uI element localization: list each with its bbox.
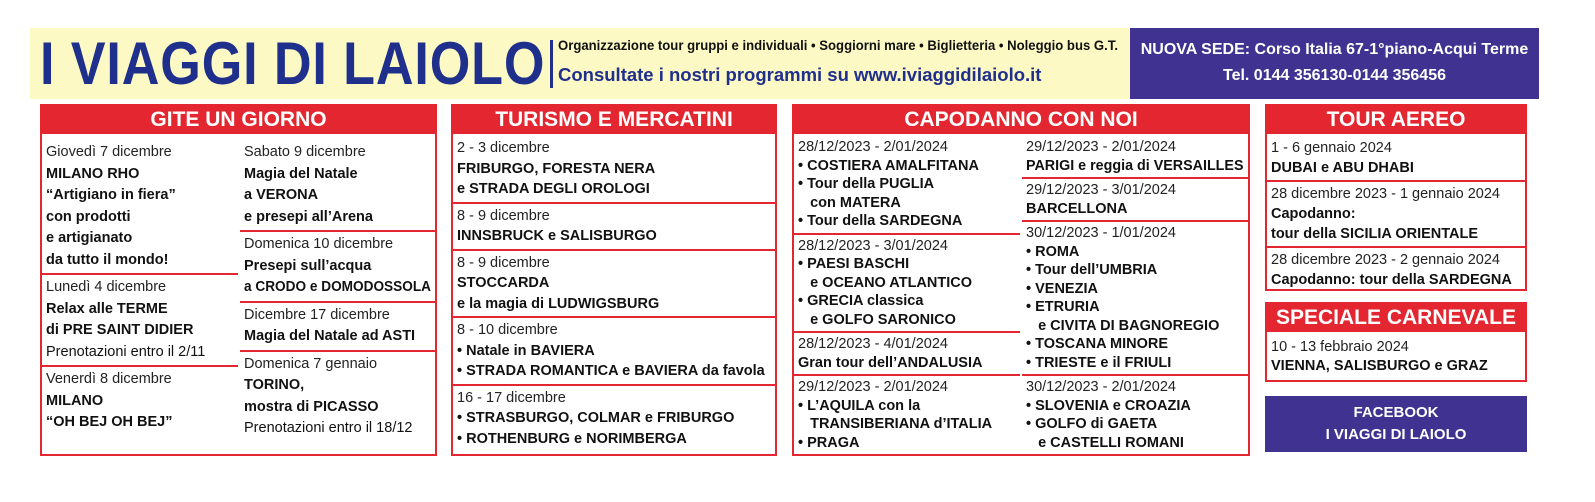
trip-destination: e CASTELLI ROMANI [1026,434,1184,451]
trip-destination: INNSBRUCK e SALISBURGO [457,228,657,244]
trip-destination: • ROMA [1026,243,1080,260]
turismo-box [451,104,777,456]
trip-entry [240,140,435,232]
trip-destination: Relax alle TERME [46,300,168,317]
trip-entry [1267,182,1525,248]
trip-destination: TRANSIBERIANA d’ITALIA [798,416,993,432]
trip-destination: e la magia di LUDWIGSBURG [457,295,660,312]
trip-destination: • STRADA ROMANTICA e BAVIERA da favola [457,363,765,379]
capodanno-left-col [794,136,1020,454]
trip-entry [794,333,1020,376]
trip-date: 29/12/2023 - 2/01/2024 [798,379,948,395]
trip-destination: • PRAGA [798,434,860,451]
trip-destination: BARCELLONA [1026,200,1128,217]
trip-entry [1022,136,1248,179]
trip-destination: Capodanno: [1271,206,1356,222]
sede-banner [1130,28,1539,99]
trip-entry [1267,248,1525,292]
trip-entry [1022,222,1248,376]
trip-destination: con prodotti [46,208,131,225]
trip-date: 30/12/2023 - 1/01/2024 [1026,225,1176,241]
divider [550,40,553,88]
trip-destination: • TOSCANA MINORE [1026,336,1169,352]
trip-destination: • GOLFO di GAETA [1026,416,1158,432]
trip-date: 28/12/2023 - 3/01/2024 [798,237,948,254]
trip-entry [794,136,1020,235]
facebook-link[interactable] [1265,396,1527,452]
trip-entry [240,232,435,303]
trip-date: Giovedì 7 dicembre [46,144,172,160]
trip-destination: e GOLFO SARONICO [798,311,956,328]
trip-date: 8 - 10 dicembre [457,322,558,338]
trip-destination: • GRECIA classica [798,293,924,309]
trip-destination: e CIVITA DI BAGNOREGIO [1026,317,1220,334]
capodanno-box [792,104,1250,456]
trip-destination: • SLOVENIA e CROAZIA [1026,397,1191,414]
trip-entry [42,140,238,275]
trip-destination: a VERONA [244,187,319,203]
trip-destination: a CRODO e DOMODOSSOLA [244,279,431,295]
trip-entry [240,352,435,442]
gite-right-col [240,140,435,442]
trip-destination: • Tour dell’UMBRIA [1026,262,1158,278]
trip-date: 29/12/2023 - 3/01/2024 [1026,182,1176,198]
trip-date: 10 - 13 febbraio 2024 [1271,339,1409,355]
trip-date: 8 - 9 dicembre [457,207,550,224]
trip-entry [1022,179,1248,222]
trip-entry [794,235,1020,334]
trip-destination: TORINO, [244,377,305,393]
trip-entry [453,136,775,204]
gite-box [40,104,437,456]
trip-destination: • Tour della PUGLIA [798,176,935,192]
trip-destination: e presepi all’Arena [244,208,373,225]
aereo-title: TOUR AEREO [1267,106,1525,134]
trip-date: Domenica 7 gennaio [244,355,378,372]
trip-date: 28 dicembre 2023 - 1 gennaio 2024 [1271,186,1500,202]
trip-entry [453,204,775,251]
trip-destination: • COSTIERA AMALFITANA [798,157,979,174]
facebook-page-name: I VIAGGI DI LAIOLO [1325,426,1467,443]
trip-destination: VIENNA, SALISBURGO e GRAZ [1271,358,1488,374]
turismo-title: TURISMO E MERCATINI NATALE [453,106,775,134]
trip-destination: • VENEZIA [1026,280,1098,297]
trip-entry [1267,336,1525,378]
trip-date: Sabato 9 dicembre [244,144,366,160]
trip-date: 28/12/2023 - 4/01/2024 [798,336,948,352]
carnevale-box [1265,302,1527,382]
trip-entry [794,376,1020,454]
header-banner [30,28,1130,99]
trip-destination: tour della SICILIA ORIENTALE [1271,226,1479,242]
trip-entry [1022,376,1248,454]
trip-entry [42,275,238,367]
trip-destination: • ROTHENBURG e NORIMBERGA [457,430,687,447]
trip-destination: DUBAI e ABU DHABI [1271,160,1414,176]
sede-phone: Tel. 0144 356130-0144 356456 [1222,67,1446,84]
sede-address: NUOVA SEDE: Corso Italia 67-1°piano-Acqui Terme [1140,41,1529,58]
trip-destination: MILANO [46,392,104,409]
tagline: Organizzazione tour gruppi e individuali • Soggiorni mare • Biglietteria • Noleggio bus G.T. [558,38,1118,53]
trip-destination: mostra di PICASSO [244,398,379,415]
trip-date: 29/12/2023 - 2/01/2024 [1026,139,1176,155]
trip-date: Venerdì 8 dicembre [46,371,172,387]
trip-destination: e artigianato [46,230,133,246]
trip-date: Dicembre 17 dicembre [244,306,390,323]
gite-left-col [42,140,238,436]
trip-destination: Magia del Natale [244,165,358,182]
trip-destination: • Tour della SARDEGNA [798,213,963,229]
trip-destination: e OCEANO ATLANTICO [798,274,972,291]
trip-entry [453,318,775,386]
booking-note: Prenotazioni entro il 18/12 [244,420,413,436]
trip-date: 16 - 17 dicembre [457,389,566,406]
capodanno-right-col [1022,136,1248,454]
carnevale-title: SPECIALE CARNEVALE [1267,304,1525,332]
trip-destination: FRIBURGO, FORESTA NERA [457,160,656,177]
trip-date: 2 - 3 dicembre [457,140,550,156]
trip-date: 1 - 6 gennaio 2024 [1271,140,1392,156]
trip-destination: STOCCARDA [457,275,550,291]
trip-destination: Magia del Natale ad ASTI [244,328,416,344]
trip-date: 28/12/2023 - 2/01/2024 [798,139,948,155]
trip-destination: di PRE SAINT DIDIER [46,322,194,338]
trip-destination: “OH BEJ OH BEJ” [46,414,173,430]
trip-destination: “Artigiano in fiera” [46,187,176,203]
trip-entry [453,386,775,452]
trip-destination: • STRASBURGO, COLMAR e FRIBURGO [457,410,735,426]
trip-date: Domenica 10 dicembre [244,236,394,252]
trip-destination: Capodanno: tour della SARDEGNA [1271,272,1512,288]
trip-destination: • ETRURIA [1026,299,1100,315]
website-link[interactable]: Consultate i nostri programmi su www.iviaggidilaiolo.it [558,64,1042,85]
aereo-col [1267,136,1525,292]
gite-title: GITE UN GIORNO [42,106,435,134]
trip-destination: Presepi sull’acqua [244,257,372,274]
trip-destination: • TRIESTE e il FRIULI [1026,354,1172,371]
trip-destination: • Natale in BAVIERA [457,342,595,359]
brand-title: I VIAGGI DI LAIOLO [40,30,546,97]
trip-destination: PARIGI e reggia di VERSAILLES [1026,157,1244,174]
trip-entry [453,251,775,319]
turismo-col [453,136,775,451]
trip-entry [240,303,435,352]
trip-destination: • PAESI BASCHI [798,256,910,272]
trip-destination: e STRADA DEGLI OROLOGI [457,181,650,197]
trip-destination: MILANO RHO [46,165,140,182]
trip-destination: Gran tour dell’ANDALUSIA [798,354,983,371]
trip-destination: con MATERA [798,194,901,211]
carnevale-col [1267,336,1525,378]
aereo-box [1265,104,1527,291]
trip-date: 28 dicembre 2023 - 2 gennaio 2024 [1271,252,1500,268]
trip-entry [1267,136,1525,182]
trip-destination: da tutto il mondo! [46,251,169,268]
trip-date: Lunedì 4 dicembre [46,279,167,295]
facebook-label: FACEBOOK [1353,404,1439,421]
trip-destination: • L’AQUILA con la [798,397,921,414]
capodanno-title: CAPODANNO CON NOI [794,106,1248,134]
trip-date: 8 - 9 dicembre [457,254,550,271]
trip-date: 30/12/2023 - 2/01/2024 [1026,379,1176,395]
trip-entry [42,367,238,436]
booking-note: Prenotazioni entro il 2/11 [46,343,206,360]
